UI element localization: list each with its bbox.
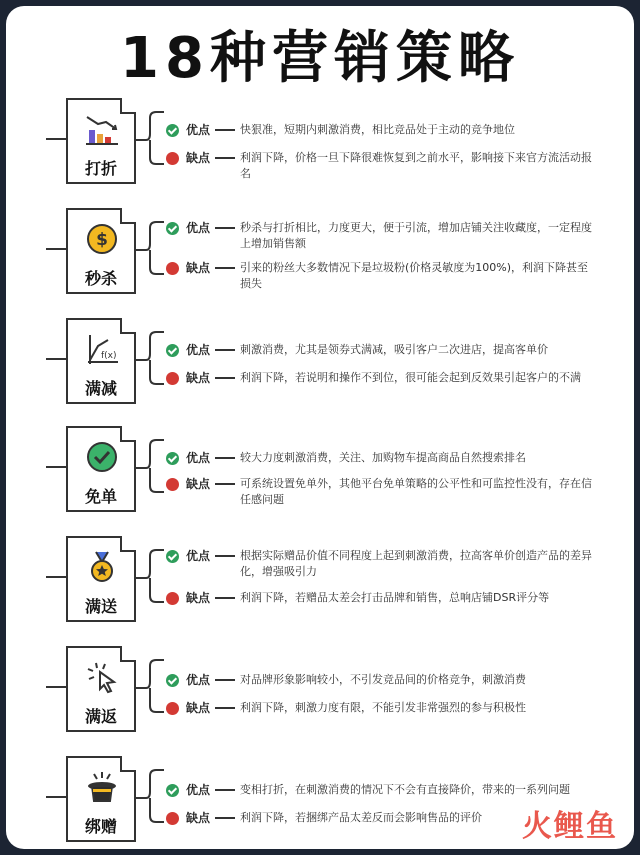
pro-text: 快狠准，短期内刺激消费，相比竞品处于主动的竞争地位: [240, 123, 516, 136]
con-text: 利润下降，若说明和操作不到位，很可能会起到反效果引起客户的不满: [240, 371, 582, 384]
strategy-card: [66, 756, 136, 842]
strategy-name: 绑赠: [84, 817, 117, 836]
strategy-item-gift-with-purchase: [6, 536, 634, 636]
con-text: 引来的粉丝大多数情况下是垃圾粉(价格灵敏度为100%)，利润下降甚至损失: [240, 261, 589, 290]
red-dot-icon: [166, 262, 179, 275]
con-row: [166, 150, 606, 182]
strategy-name: 免单: [84, 487, 117, 506]
check-dot-icon: [166, 124, 179, 137]
con-label: 缺点: [186, 261, 211, 275]
con-text: 可系统设置免单外，其他平台免单策略的公平性和可监控性没有，存在信任感问题: [240, 477, 593, 506]
strategy-item-free-order: [6, 426, 634, 526]
red-dot-icon: [166, 372, 179, 385]
pro-label: 优点: [186, 451, 211, 465]
bar-chart-down-icon: [84, 112, 120, 146]
red-dot-icon: [166, 702, 179, 715]
strategy-card: [66, 426, 136, 512]
red-dot-icon: [166, 152, 179, 165]
pro-row: [166, 782, 606, 798]
strategy-name: 满返: [84, 707, 117, 726]
strategy-name: 秒杀: [84, 269, 117, 288]
pro-row: [166, 548, 606, 580]
pro-text: 根据实际赠品价值不同程度上起到刺激消费，拉高客单价创造产品的差异化，增强吸引力: [240, 549, 593, 578]
con-label: 缺点: [186, 151, 211, 165]
con-text: 利润下降，价格一旦下降很难恢复到之前水平，影响接下来官方流活动报名: [240, 151, 593, 180]
check-circle-icon: [84, 440, 120, 474]
red-dot-icon: [166, 478, 179, 491]
pro-row: [166, 122, 606, 138]
strategy-item-discount: [6, 98, 634, 198]
pro-label: 优点: [186, 783, 211, 797]
medal-icon: [84, 550, 120, 584]
strategy-item-flash-sale: [6, 208, 634, 308]
pro-row: [166, 220, 606, 252]
con-label: 缺点: [186, 477, 211, 491]
pro-text: 较大力度刺激消费，关注、加购物车提高商品自然搜索排名: [240, 451, 527, 464]
watermark-logo: 火鲤鱼: [522, 809, 618, 844]
red-dot-icon: [166, 592, 179, 605]
con-label: 缺点: [186, 591, 211, 605]
strategy-item-full-reduction: [6, 318, 634, 418]
strategy-item-cashback: [6, 646, 634, 746]
pro-label: 优点: [186, 221, 211, 235]
con-text: 利润下降，刺激力度有限，不能引发非常强烈的参与积极性: [240, 701, 527, 714]
strategy-name: 打折: [84, 159, 117, 178]
pro-text: 变相打折，在刺激消费的情况下不会有直接降价，带来的一系列问题: [240, 783, 571, 796]
check-dot-icon: [166, 674, 179, 687]
con-row: [166, 370, 606, 386]
con-row: [166, 590, 606, 606]
con-text: 利润下降，若赠品太差会打击品牌和销售，总响店铺DSR评分等: [240, 591, 550, 604]
connector-line: [46, 138, 66, 140]
pro-label: 优点: [186, 123, 211, 137]
strategy-card: [66, 646, 136, 732]
pro-label: 优点: [186, 673, 211, 687]
svg-text:$: $: [96, 230, 108, 250]
pro-text: 秒杀与打折相比，力度更大，便于引流，增加店铺关注收藏度，一定程度上增加销售额: [240, 221, 593, 250]
check-dot-icon: [166, 222, 179, 235]
check-dot-icon: [166, 344, 179, 357]
pro-row: [166, 342, 606, 358]
cursor-click-icon: [84, 660, 120, 694]
pro-label: 优点: [186, 549, 211, 563]
con-label: 缺点: [186, 371, 211, 385]
pro-row: [166, 450, 606, 466]
pro-row: [166, 672, 606, 688]
function-graph-icon: [84, 332, 120, 366]
pro-text: 对品牌形象影响较小，不引发竞品间的价格竞争，刺激消费: [240, 673, 527, 686]
strategy-card: [66, 98, 136, 184]
con-row: [166, 700, 606, 716]
svg-text:f(x): f(x): [101, 351, 117, 361]
con-row: [166, 260, 606, 292]
magic-hat-icon: [84, 770, 120, 804]
infographic-card: [6, 6, 634, 849]
check-dot-icon: [166, 452, 179, 465]
pro-text: 刺激消费，尤其是领券式满减，吸引客户二次进店，提高客单价: [240, 343, 549, 356]
pro-label: 优点: [186, 343, 211, 357]
check-dot-icon: [166, 550, 179, 563]
con-label: 缺点: [186, 701, 211, 715]
check-dot-icon: [166, 784, 179, 797]
red-dot-icon: [166, 812, 179, 825]
con-label: 缺点: [186, 811, 211, 825]
strategy-card: [66, 208, 136, 294]
dollar-coin-icon: [84, 222, 120, 256]
strategy-name: 满送: [84, 597, 117, 616]
con-text: 利润下降，若捆绑产品太差反而会影响售品的评价: [240, 811, 483, 824]
strategy-card: [66, 536, 136, 622]
page-title: 18种营销策略: [120, 26, 520, 91]
strategy-name: 满减: [84, 379, 117, 398]
brace-connector: [136, 110, 164, 166]
strategy-card: [66, 318, 136, 404]
con-row: [166, 476, 606, 508]
